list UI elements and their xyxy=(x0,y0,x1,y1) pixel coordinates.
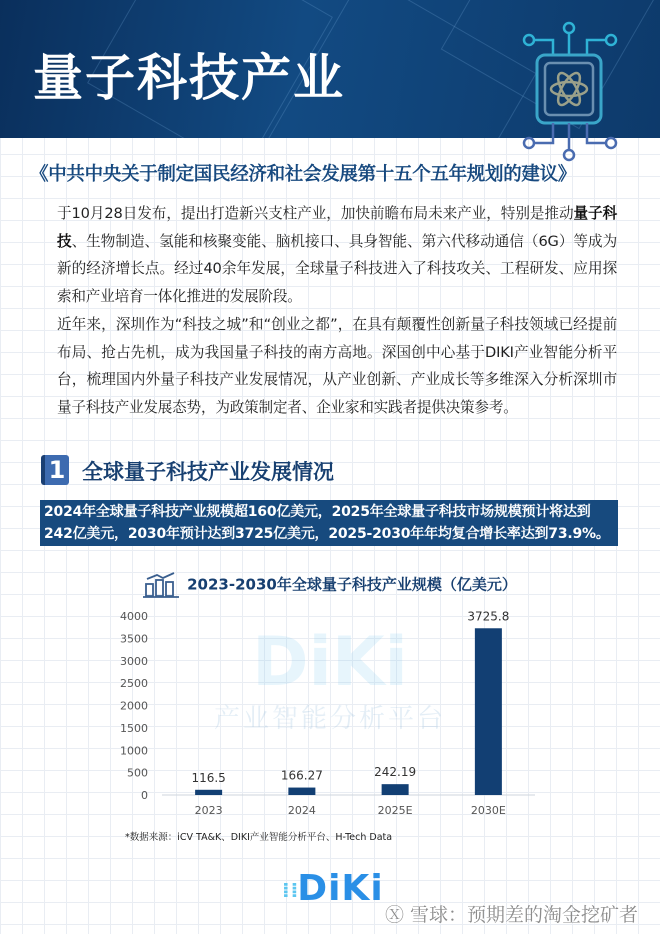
data-label: 242.19 xyxy=(374,765,417,780)
para-text: 于10月28日发布，提出打造新兴支柱产业，加快前瞻布局未来产业，特别是推动 xyxy=(57,205,574,222)
para-text: 、生物制造、氢能和核聚变能、脑机接口、具身智能、第六代移动通信（6G）等成为新的经济增长点。经过40余年发展，全球量子科技进入了科技攻关、工程研发、应用探索和产业培育一体化推进的发展阶段。 xyxy=(57,232,617,305)
bar-2030E xyxy=(475,628,502,795)
data-label: 166.27 xyxy=(280,768,323,783)
logo-text: DiKi xyxy=(297,868,384,909)
bar-2025E xyxy=(382,784,409,795)
watermark-text: 产业智能分析平台 xyxy=(213,704,446,734)
bar-2024 xyxy=(288,788,315,795)
y-tick-label: 1500 xyxy=(120,721,148,735)
para-bold-text: 量子科技 xyxy=(57,205,617,250)
y-tick-label: 0 xyxy=(141,789,148,802)
watermark-logo: DiKi xyxy=(252,623,408,702)
intro-paragraph xyxy=(57,200,617,310)
xueqiu-watermark: Ⓧ 雪球：预期差的淘金挖矿者 xyxy=(385,904,639,926)
y-tick-label: 1000 xyxy=(120,744,148,758)
document-title: 《中共中央关于制定国民经济和社会发展第十五个五年规划的建议》 xyxy=(30,164,577,185)
chart-title: 2023-2030年全球量子科技产业规模（亿美元） xyxy=(187,575,517,594)
diki-logo: ⁞⁞DiKi xyxy=(282,868,384,909)
y-tick-label: 500 xyxy=(127,766,148,780)
y-tick-label: 2000 xyxy=(120,699,148,713)
x-tick-label: 2024 xyxy=(287,804,316,817)
y-tick-label: 4000 xyxy=(120,610,148,623)
bar-chart-icon xyxy=(143,572,179,598)
context-paragraph: 近年来，深圳作为“科技之城”和“创业之都”，在具有颠覆性创新量子科技领域已经提前布局、抢占先机，成为我国量子科技的南方高地。深国创中心基于DIKI产业智能分析平台，梳理国内外量子科技产业发展情况，从产业创新、产业成长等多维深入分析深圳市量子科技产业发展态势，为政策制定者、企业家和实践者提供决策参考。 xyxy=(57,316,617,416)
x-tick-label: 2023 xyxy=(194,804,223,817)
data-source: *数据来源：iCV TA&K、DIKI产业智能分析平台、H-Tech Data xyxy=(125,832,393,843)
data-label: 3725.8 xyxy=(467,609,510,624)
y-tick-label: 3500 xyxy=(120,632,148,646)
quantum-chip-icon xyxy=(515,20,625,170)
chart-title-row xyxy=(0,572,660,598)
section-title: 全球量子科技产业发展情况 xyxy=(82,460,334,484)
highlight-banner: 2024年全球量子科技产业规模超160亿美元，2025年全球量子科技市场规模预计将达到242亿美元，2030年预计达到3725亿美元，2025-2030年年均复合增长率达到73.9%。 xyxy=(40,500,618,546)
y-tick-label: 2500 xyxy=(120,677,148,691)
data-label: 116.5 xyxy=(191,770,226,785)
page-title: 量子科技产业 xyxy=(33,49,345,107)
chart-watermark xyxy=(0,623,660,735)
x-tick-label: 2030E xyxy=(470,804,506,817)
bar-2023 xyxy=(195,790,222,795)
watermark-text: 雪球：预期差的淘金挖矿者 xyxy=(410,904,639,926)
section-number: 1 xyxy=(41,455,69,485)
y-tick-label: 3000 xyxy=(120,654,148,668)
x-tick-label: 2025E xyxy=(377,804,413,817)
